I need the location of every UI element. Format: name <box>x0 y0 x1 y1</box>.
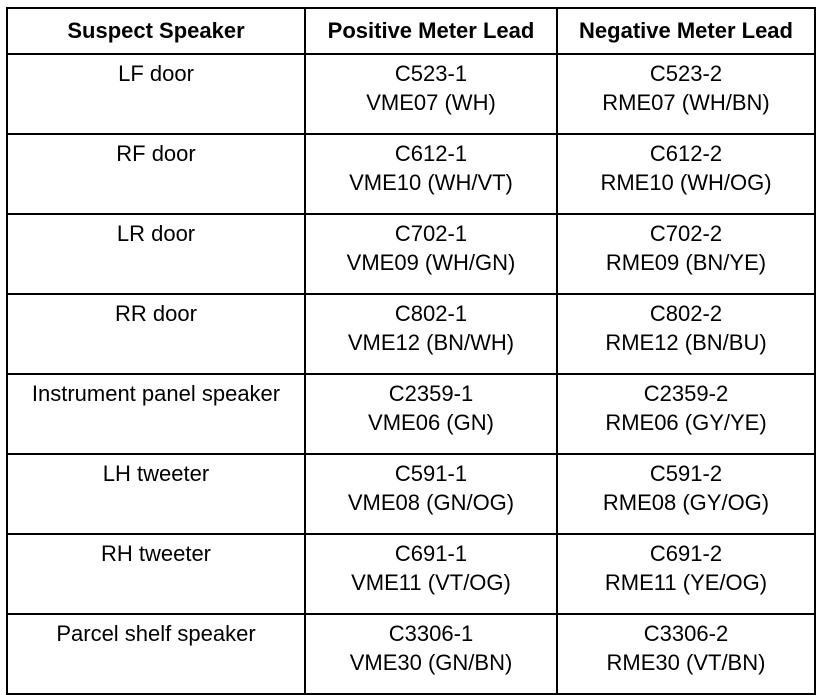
positive-circuit: VME10 (WH/VT) <box>349 170 513 195</box>
speaker-cell <box>7 54 305 134</box>
speaker-name: RR door <box>115 301 197 326</box>
positive-lead-cell <box>305 134 557 214</box>
negative-connector: C691-2 <box>649 541 723 566</box>
table-row <box>7 54 815 134</box>
speaker-name: RH tweeter <box>100 541 212 566</box>
positive-lead-cell <box>305 294 557 374</box>
positive-connector: C591-1 <box>394 461 468 486</box>
negative-lead-cell <box>557 134 815 214</box>
negative-circuit: RME06 (GY/YE) <box>605 410 767 435</box>
negative-connector: C612-2 <box>649 141 723 166</box>
speaker-name: RF door <box>116 141 196 166</box>
negative-circuit: RME12 (BN/BU) <box>605 330 767 355</box>
positive-connector: C691-1 <box>394 541 468 566</box>
positive-connector: C612-1 <box>394 141 468 166</box>
speaker-name: LH tweeter <box>102 461 210 486</box>
negative-connector: C802-2 <box>649 301 723 326</box>
speaker-cell <box>7 614 305 694</box>
positive-connector: C702-1 <box>394 221 468 246</box>
negative-circuit: RME09 (BN/YE) <box>605 250 767 275</box>
table-row <box>7 214 815 294</box>
negative-lead-cell <box>557 54 815 134</box>
speaker-name: LR door <box>116 221 196 246</box>
negative-circuit: RME08 (GY/OG) <box>602 490 770 515</box>
table-row <box>7 374 815 454</box>
positive-circuit: VME30 (GN/BN) <box>349 650 513 675</box>
negative-connector: C523-2 <box>649 61 723 86</box>
speaker-name: Parcel shelf speaker <box>56 621 256 646</box>
negative-lead-cell <box>557 614 815 694</box>
table-row <box>7 614 815 694</box>
positive-connector: C3306-1 <box>388 621 474 646</box>
positive-connector: C2359-1 <box>388 381 474 406</box>
negative-connector: C591-2 <box>649 461 723 486</box>
speaker-cell <box>7 374 305 454</box>
header-positive-meter-lead: Positive Meter Lead <box>305 8 557 54</box>
negative-lead-cell <box>557 214 815 294</box>
table-row <box>7 294 815 374</box>
speaker-name: Instrument panel speaker <box>31 381 281 406</box>
positive-lead-cell <box>305 534 557 614</box>
negative-circuit: RME07 (WH/BN) <box>602 90 770 115</box>
speaker-test-table <box>6 7 816 695</box>
positive-lead-cell <box>305 614 557 694</box>
table-row <box>7 534 815 614</box>
negative-circuit: RME11 (YE/OG) <box>604 570 768 595</box>
negative-connector: C2359-2 <box>643 381 729 406</box>
table-row <box>7 134 815 214</box>
positive-connector: C523-1 <box>394 61 468 86</box>
positive-connector: C802-1 <box>394 301 468 326</box>
positive-circuit: VME08 (GN/OG) <box>347 490 515 515</box>
positive-circuit: VME06 (GN) <box>368 410 494 435</box>
header-negative-meter-lead: Negative Meter Lead <box>557 8 815 54</box>
positive-lead-cell <box>305 54 557 134</box>
positive-lead-cell <box>305 454 557 534</box>
negative-circuit: RME10 (WH/OG) <box>600 170 772 195</box>
negative-lead-cell <box>557 294 815 374</box>
speaker-cell <box>7 534 305 614</box>
negative-lead-cell <box>557 534 815 614</box>
speaker-cell <box>7 454 305 534</box>
positive-circuit: VME11 (VT/OG) <box>351 570 511 595</box>
positive-circuit: VME12 (BN/WH) <box>347 330 515 355</box>
speaker-name: LF door <box>118 61 194 86</box>
speaker-cell <box>7 134 305 214</box>
speaker-cell <box>7 294 305 374</box>
table-header-row <box>7 8 815 54</box>
negative-circuit: RME30 (VT/BN) <box>606 650 766 675</box>
header-suspect-speaker: Suspect Speaker <box>7 8 305 54</box>
negative-connector: C702-2 <box>649 221 723 246</box>
positive-circuit: VME07 (WH) <box>366 90 496 115</box>
negative-lead-cell <box>557 454 815 534</box>
positive-lead-cell <box>305 214 557 294</box>
negative-connector: C3306-2 <box>643 621 729 646</box>
table-row <box>7 454 815 534</box>
speaker-test-table-container <box>6 7 814 675</box>
positive-lead-cell <box>305 374 557 454</box>
speaker-cell <box>7 214 305 294</box>
positive-circuit: VME09 (WH/GN) <box>346 250 516 275</box>
negative-lead-cell <box>557 374 815 454</box>
